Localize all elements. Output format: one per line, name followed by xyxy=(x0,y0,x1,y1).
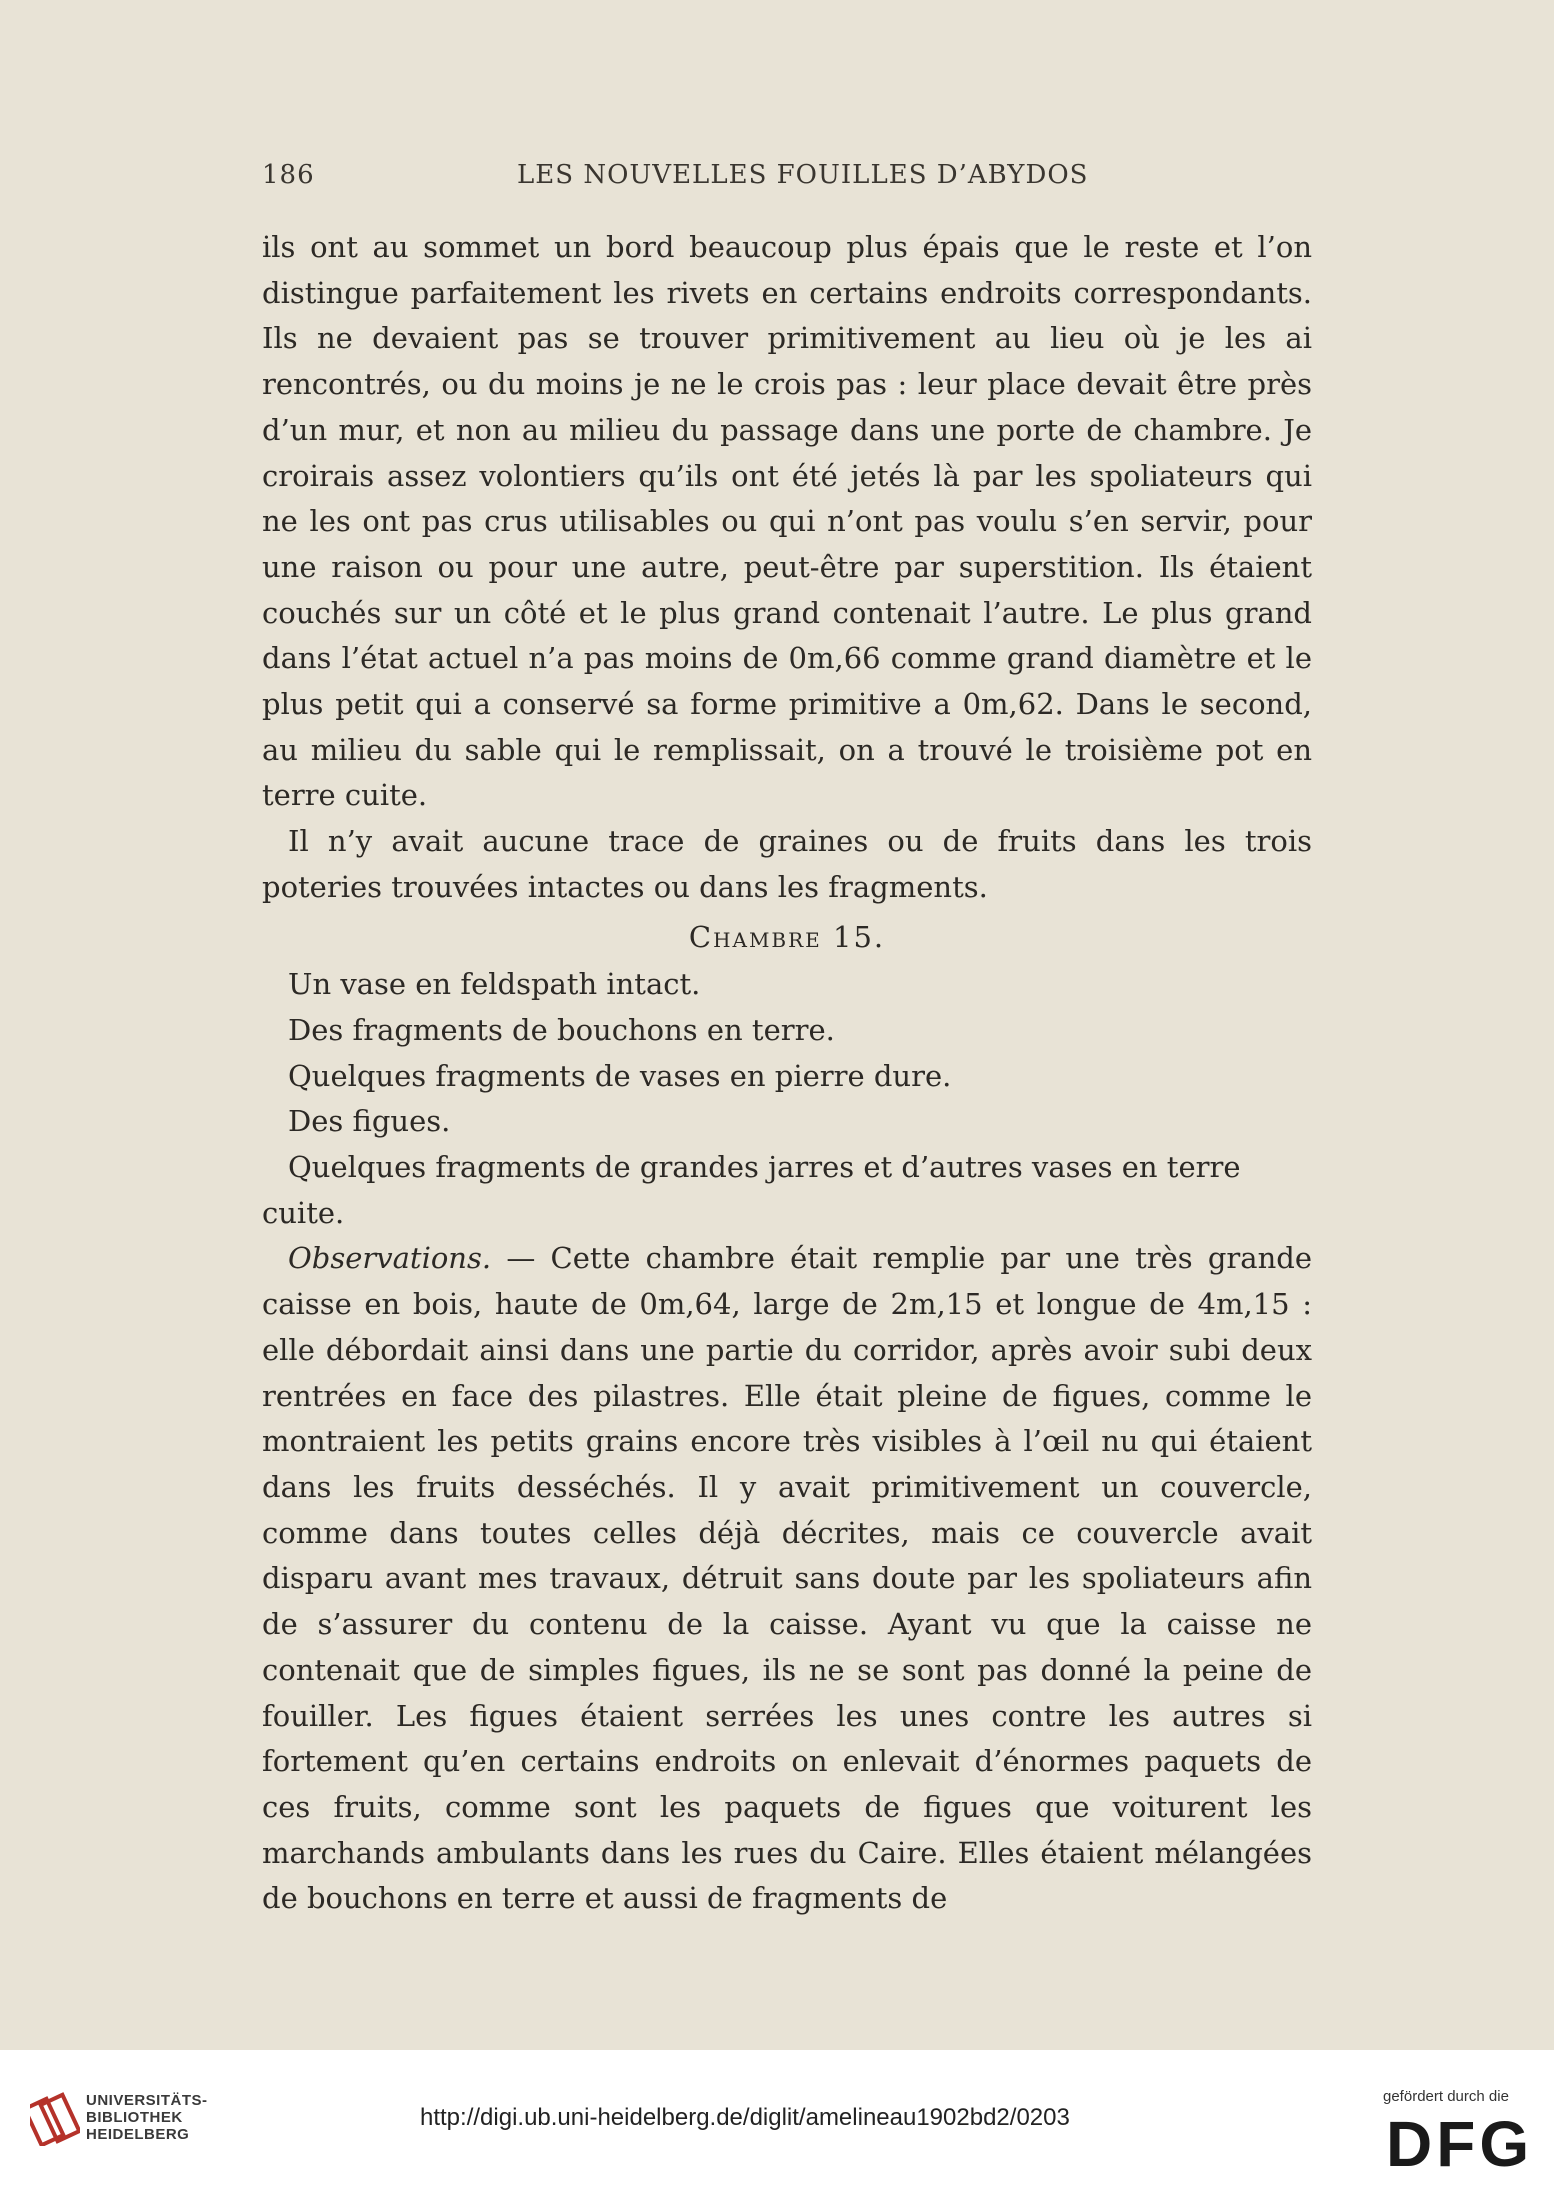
list-item: Des figues. xyxy=(288,1104,451,1139)
list-item: Des fragments de bouchons en terre. xyxy=(288,1012,835,1047)
funded-by-label: gefördert durch die xyxy=(1383,2088,1509,2105)
list-item: Un vase en feldspath intact. xyxy=(288,967,701,1002)
dfg-logo: DFG xyxy=(1386,2108,1534,2180)
observations-label: Observations. xyxy=(288,1241,492,1276)
page-header xyxy=(262,160,1312,200)
footer-bar xyxy=(0,2050,1554,2186)
library-name-line: BIBLIOTHEK xyxy=(86,2109,183,2126)
page-number: 186 xyxy=(262,160,315,190)
list-item: Quelques fragments de vases en pierre dure. xyxy=(288,1058,952,1093)
library-logo-icon xyxy=(30,2090,80,2146)
section-heading: Chambre 15. xyxy=(688,919,886,954)
permalink-url[interactable]: http://digi.ub.uni-heidelberg.de/diglit/amelineau1902bd2/0203 xyxy=(420,2104,1070,2131)
library-name xyxy=(86,2092,208,2143)
list-item: Quelques fragments de grandes jarres et d’autres vases en terre cuite. xyxy=(262,1150,1241,1230)
library-name-line: UNIVERSITÄTS- xyxy=(86,2092,208,2109)
library-name-line: HEIDELBERG xyxy=(86,2126,190,2143)
running-title: LES NOUVELLES FOUILLES D’ABYDOS xyxy=(517,160,1089,190)
paragraph-1: ils ont au sommet un bord beaucoup plus épais que le reste et l’on distingue parfaitement les rivets en certains endroits correspondants. Ils ne devaient pas se trouver primitivement au lieu où je les ai rencontrés, ou du moins je ne le crois pas : leur place devait être près d’un mur, et non au milieu du passage dans une porte de chambre. Je croirais assez volontiers qu’ils ont été jetés là par les spoliateurs qui ne les ont pas crus utilisables ou qui n’ont pas voulu s’en servir, pour une raison ou pour une autre, peut-être par superstition. Ils étaient couchés sur un côté et le plus grand contenait l’autre. Le plus grand dans l’état actuel n’a pas moins de 0m,66 comme grand diamètre et le plus petit qui a conservé sa forme primitive a 0m,62. Dans le second, au milieu du sable qui le remplissait, on a trouvé le troisième pot en terre cuite. xyxy=(262,230,1312,813)
observations-text: — Cette chambre était remplie par une très grande caisse en bois, haute de 0m,64, large de 2m,15 et longue de 4m,15 : elle débordait ainsi dans une partie du corridor, après avoir subi deux rentrées en face des pilastres. Elle était pleine de figues, comme le montraient les petits grains encore très visibles à l’œil nu qui étaient dans les fruits desséchés. Il y avait primitivement un couvercle, comme dans toutes celles déjà décrites, mais ce couvercle avait disparu avant mes travaux, détruit sans doute par les spoliateurs afin de s’assurer du contenu de la caisse. Ayant vu que la caisse ne contenait que de simples figues, ils ne se sont pas donné la peine de fouiller. Les figues étaient serrées les unes contre les autres si fortement qu’en certains endroits on enlevait d’énormes paquets de ces fruits, comme sont les paquets de figues que voiturent les marchands ambulants dans les rues du Caire. Elles étaient mélangées de bouchons en terre et aussi de fragments de xyxy=(262,1241,1312,1916)
observations-paragraph xyxy=(262,1236,1312,1922)
paragraph-2: Il n’y avait aucune trace de graines ou de fruits dans les trois poteries trouvées intactes ou dans les fragments. xyxy=(262,824,1312,904)
body-text xyxy=(262,225,1312,1922)
